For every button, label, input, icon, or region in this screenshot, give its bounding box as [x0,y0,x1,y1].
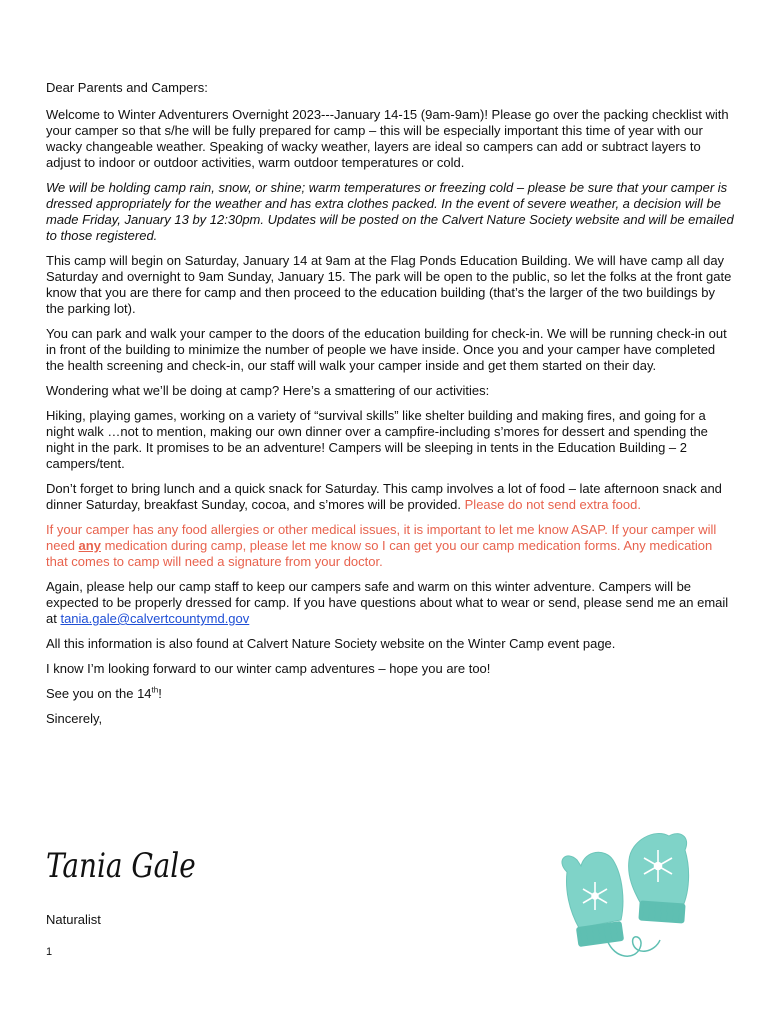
paragraph-check-in: You can park and walk your camper to the doors of the education building for check-in. We will be running check-in out in front of the building to minimize the number of people we have inside. Once you and your camper have completed the health screening and check-in, our staff will walk your camper inside and get them started on their day. [46,326,727,373]
paragraph-activities: Hiking, playing games, working on a variety of “survival skills” like shelter building and making fires, and going for a night walk …not to mention, making our own dinner over a campfire-including s’mores for dessert and spending the night in the park. It promises to be an adventure! Campers will be sleeping in tents in the Education Building – 2 campers/tent. [46,408,708,471]
page-number: 1 [46,946,53,958]
salutation: Dear Parents and Campers: [46,80,208,95]
food-text: Don’t forget to bring lunch and a quick snack for Saturday. This camp involves a lot of food – late afternoon snack and dinner Saturday, breakfast Sunday, cocoa, and s’mores will be provided. [46,481,722,512]
see-you-exclamation: ! [158,686,162,701]
signature: Tania Gale [46,846,196,886]
paragraph-welcome: Welcome to Winter Adventurers Overnight 2023---January 14-15 (9am-9am)! Please go over the packing checklist with your camper so that s/he will be fully prepared for camp – this will be especially important this time of year with our wacky changeable weather. Speaking of wacky weather, layers are ideal so campers can add or subtract layers to adjust to indoor or outdoor activities, warm outdoor temperatures or cold. [46,107,729,170]
paragraph-medical [46,522,736,570]
medical-emphasis: any [78,538,101,553]
signer-title: Naturalist [46,912,101,927]
closing: Sincerely, [46,711,103,726]
paragraph-see-you [46,686,736,702]
food-warning: Please do not send extra food. [464,497,641,512]
paragraph-food [46,481,736,513]
paragraph-activities-intro: Wondering what we’ll be doing at camp? Here’s a smattering of our activities: [46,383,490,398]
paragraph-website-info: All this information is also found at Calvert Nature Society website on the Winter Camp event page. [46,636,616,651]
paragraph-contact [46,579,736,627]
medical-text-b: medication during camp, please let me know so I can get you our camp medication forms. Any medication that comes to camp will need a signature from your doctor. [46,538,713,569]
paragraph-weather-policy: We will be holding camp rain, snow, or shine; warm temperatures or freezing cold – please be sure that your camper is dressed appropriately for the weather and has extra clothes packed. In the event of severe weather, a decision will be made Friday, January 13 by 12:30pm. Updates will be posted on the Calvert Nature Society website and will be emailed to those registered. [46,180,734,243]
paragraph-start-info: This camp will begin on Saturday, January 14 at 9am at the Flag Ponds Education Building. We will have camp all day Saturday and overnight to 9am Sunday, January 15. The park will be open to the public, so let the folks at the front gate know that you are there for camp and then proceed to the education building (that’s the larger of the two buildings by the parking lot). [46,253,732,316]
mittens-snowflake-icon [545,820,715,970]
email-link[interactable]: tania.gale@calvertcountymd.gov [60,611,250,626]
letter-body [46,80,736,736]
right-mitten [629,833,689,923]
contact-text: Again, please help our camp staff to keep our campers safe and warm on this winter adventure. Campers will be expected to be properly dressed for camp. If you have questions about what to wear or send, please send me an email at [46,579,729,626]
ordinal-suffix: th [151,685,159,695]
paragraph-looking-forward: I know I’m looking forward to our winter camp adventures – hope you are too! [46,661,491,676]
medical-text-a: If your camper has any food allergies or other medical issues, it is important to let me know ASAP. If your camper will need [46,522,717,553]
see-you-text: See you on the 14 [46,686,152,701]
left-mitten [562,852,624,947]
